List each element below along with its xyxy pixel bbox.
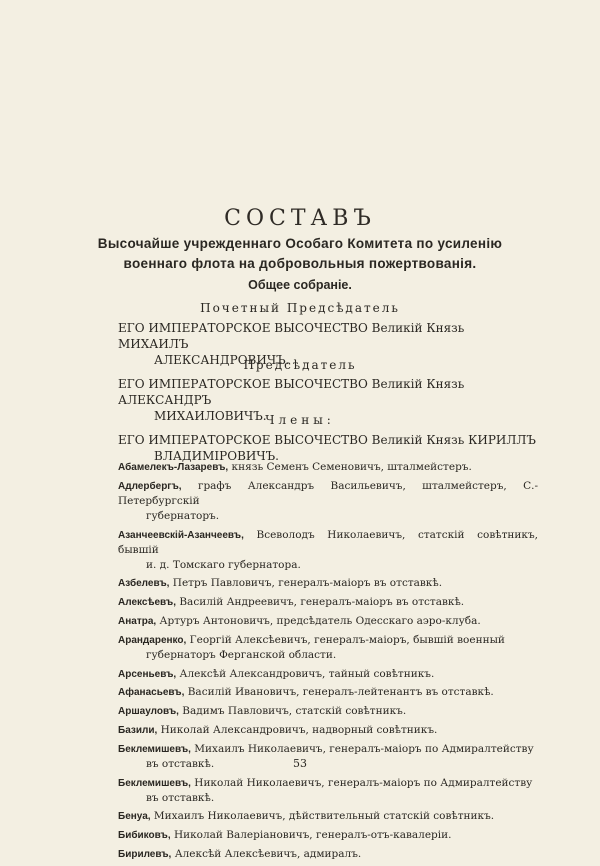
member-description: князь Семенъ Семеновичъ, шталмейстеръ. <box>231 461 472 473</box>
page-number: 53 <box>293 757 307 770</box>
member-name: Бирилевъ, <box>118 848 172 860</box>
member-entry <box>118 809 538 824</box>
member-description-cont: въ отставкѣ. <box>146 791 215 804</box>
member-entry <box>118 460 538 475</box>
royal-member-line1: ЕГО ИМПЕРАТОРСКОЕ ВЫСОЧЕСТВО Великій Князь КИРИЛЛЪ <box>118 433 536 447</box>
member-entry <box>118 479 538 524</box>
member-name: Адлербергъ, <box>118 480 182 492</box>
member-name: Анатра, <box>118 615 157 627</box>
member-description: Алексѣй Александровичъ, тайный совѣтникъ. <box>179 667 435 680</box>
honorary-chairman-line2: АЛЕКСАНДРОВИЧЪ. <box>154 353 290 367</box>
member-description-cont: губернаторъ. <box>146 509 220 522</box>
member-entry <box>118 685 538 700</box>
chairman-line1: ЕГО ИМПЕРАТОРСКОЕ ВЫСОЧЕСТВО Великій Князь АЛЕКСАНДРЪ <box>118 377 465 407</box>
members-label: Члены: <box>265 413 335 427</box>
honorary-chairman-label: Почетный Предсѣдатель <box>200 301 400 315</box>
member-name: Арандаренко, <box>118 634 187 646</box>
page-heading: СОСТАВЪ <box>224 206 376 231</box>
member-entry <box>118 847 538 862</box>
member-description: графъ Александръ Васильевичъ, шталмейстеръ, С.-Петербургскій <box>118 479 539 507</box>
member-name: Азбелевъ, <box>118 578 170 590</box>
member-description: Артуръ Антоновичъ, предсѣдатель Одесскаго аэро-клуба. <box>159 614 481 627</box>
member-name: Аршауловъ, <box>118 706 179 718</box>
member-name: Афанасьевъ, <box>118 687 185 699</box>
member-description: Алексѣй Алексѣевичъ, адмиралъ. <box>174 847 362 860</box>
member-description: Михаилъ Николаевичъ, генералъ-маіоръ по Адмиралтейству <box>194 742 534 755</box>
member-description: Всеволодъ Николаевичъ, статскій совѣтникъ, бывшій <box>118 528 538 556</box>
member-entry <box>118 576 538 591</box>
member-name: Арсеньевъ, <box>118 668 177 680</box>
member-name: Беклемишевъ, <box>118 777 191 789</box>
member-entry <box>118 633 538 663</box>
member-description: Михаилъ Николаевичъ, дѣйствительный статскій совѣтникъ. <box>153 810 495 823</box>
member-entry <box>118 704 538 719</box>
member-description: Василій Ивановичъ, генералъ-лейтенантъ въ отставкѣ. <box>187 686 494 699</box>
member-name: Бенуа, <box>118 811 151 823</box>
member-name: Базили, <box>118 724 158 736</box>
chairman-line2: МИХАИЛОВИЧЪ. <box>154 409 267 423</box>
general-assembly-heading: Общее собраніе. <box>248 278 352 292</box>
member-list <box>118 460 538 866</box>
committee-subtitle: Высочайше учрежденнаго Особаго Комитета по усиленію военнаго флота на добровольныя пожертвованія. <box>97 236 503 271</box>
member-description: Николай Николаевичъ, генералъ-маіоръ по Адмиралтейству <box>194 776 533 789</box>
member-description: Петръ Павловичъ, генералъ-маіоръ въ отставкѣ. <box>172 577 443 590</box>
member-name: Бибиковъ, <box>118 830 171 842</box>
member-name: Алексѣевъ, <box>118 597 176 609</box>
member-name: Беклемишевъ, <box>118 743 191 755</box>
member-entry <box>118 595 538 610</box>
member-description: Николай Валеріановичъ, генералъ-отъ-кавалеріи. <box>173 829 452 842</box>
member-name: Абамелекъ-Лазаревъ, <box>118 462 229 473</box>
member-entry <box>118 667 538 682</box>
honorary-chairman-line1: ЕГО ИМПЕРАТОРСКОЕ ВЫСОЧЕСТВО Великій Князь МИХАИЛЪ <box>118 321 465 351</box>
member-description-cont: и. д. Томскаго губернатора. <box>146 558 301 571</box>
royal-member-line2: ВЛАДИМІРОВИЧЪ. <box>154 449 279 463</box>
member-description: Георгій Алексѣевичъ, генералъ-маіоръ, бывшій военный <box>189 633 505 646</box>
member-description: Николай Александровичъ, надворный совѣтникъ. <box>160 723 438 736</box>
member-description: Вадимъ Павловичъ, статскій совѣтникъ. <box>182 705 407 718</box>
member-entry <box>118 828 538 843</box>
member-entry <box>118 723 538 738</box>
chairman-label: Предсѣдатель <box>243 358 357 372</box>
member-entry <box>118 614 538 629</box>
member-entry <box>118 528 538 573</box>
member-entry <box>118 776 538 806</box>
member-description-cont: губернаторъ Ферганской области. <box>146 648 337 661</box>
member-description: Василій Андреевичъ, генералъ-маіоръ въ отставкѣ. <box>179 596 465 609</box>
member-name: Азанчеевскій-Азанчеевъ, <box>118 529 244 541</box>
member-description-cont: въ отставкѣ. <box>146 757 215 770</box>
